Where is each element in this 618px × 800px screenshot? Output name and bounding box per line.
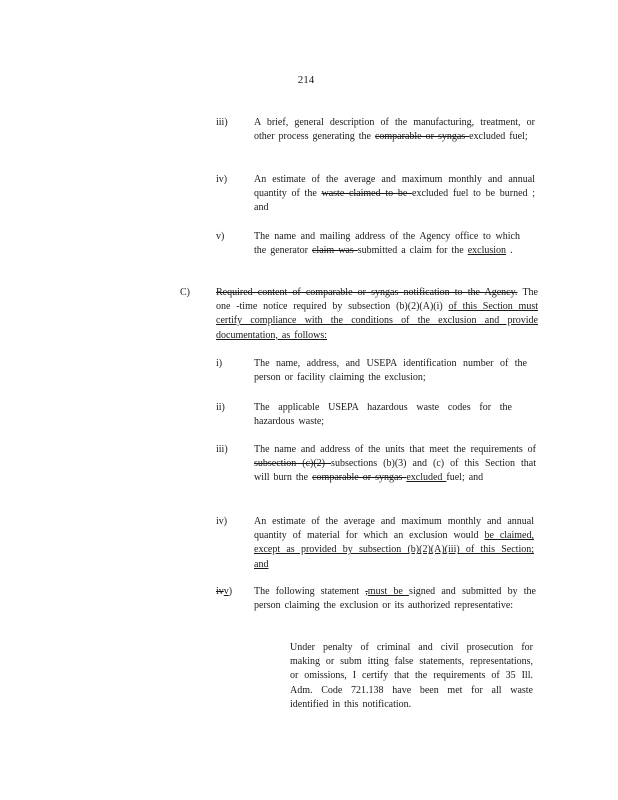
item-deleted-text: claim was <box>311 245 358 257</box>
list-item-label <box>216 585 232 599</box>
page-number: 214 <box>297 74 315 86</box>
item-inserted-text: of this Section must certify compliance with the conditions of the exclusion and provide documentation, as follows: <box>216 301 538 341</box>
item-text: subsections (b)(3) and (c) of this Section that will burn the <box>254 458 536 484</box>
list-item-label: iv) <box>216 516 228 527</box>
item-deleted-text: Required content of comparable or syngas notification to the Agency. <box>216 287 518 298</box>
item-text: A brief, general description of the manufacturing, treatment, or other process generating the <box>254 117 535 143</box>
item-inserted-text: exclusion <box>467 245 507 257</box>
item-inserted-text: excluded <box>406 472 447 484</box>
list-item <box>254 585 536 613</box>
item-deleted-text: comparable or syngas <box>374 131 470 143</box>
list-item-label: ii) <box>216 402 225 413</box>
certification-quote: Under penalty of criminal and civil prosecution for making or subm itting false statements, representations, or omissions, I certify that the requirements of 35 Ill. Adm. Code 721.138 have been met for all waste identified in this notification. <box>290 642 533 710</box>
item-inserted-text: be claimed, except as provided by subsection (b)(2)(A)(iii) of this Section; and <box>254 530 534 570</box>
list-item-label: iii) <box>216 444 228 455</box>
item-text: The name, address, and USEPA identification number of the person or facility claiming the exclusion; <box>254 358 527 384</box>
item-text: The applicable USEPA hazardous waste codes for the hazardous waste; <box>254 402 512 428</box>
item-deleted-text: waste claimed to be <box>321 188 412 200</box>
item-text: The one -time notice required by subsection (b)(2)(A)(i) <box>216 287 538 313</box>
item-text: signed and submitted by the person claiming the exclusion or its authorized representative: <box>254 586 536 612</box>
item-deleted-text: subsection (c)(2) <box>254 458 332 470</box>
item-text: An estimate of the average and maximum monthly and annual quantity of material for which an exclusion would <box>254 516 534 542</box>
list-item <box>254 230 520 258</box>
label-inserted-text: v <box>223 586 229 597</box>
list-item <box>254 173 535 216</box>
item-text: excluded fuel to be burned ; and <box>254 188 535 214</box>
list-item <box>254 401 512 429</box>
item-text: . <box>506 245 513 257</box>
list-item <box>254 357 527 385</box>
item-text: The name and mailing address of the Agency office to which the generator <box>254 231 520 257</box>
label-deleted-text: iv <box>216 586 224 597</box>
list-item-label: i) <box>216 358 223 369</box>
list-item-label: v) <box>216 231 225 242</box>
list-item <box>254 116 535 144</box>
label-text: ) <box>228 586 233 597</box>
item-inserted-text: must be <box>367 586 410 597</box>
section-label: C) <box>180 287 190 298</box>
item-text: An estimate of the average and maximum monthly and annual quantity of the <box>254 174 535 200</box>
list-item <box>254 443 536 486</box>
section-paragraph <box>216 286 538 343</box>
list-item <box>254 515 534 572</box>
item-deleted-text: comparable or syngas <box>312 472 407 484</box>
item-text: The following statement <box>254 586 366 597</box>
list-item-label: iii) <box>216 117 228 128</box>
item-text: excluded fuel; <box>469 131 528 143</box>
item-text: fuel; and <box>446 472 484 484</box>
item-deleted-text: , <box>365 586 368 597</box>
item-text: The name and address of the units that meet the requirements of <box>254 444 536 455</box>
list-item-label: iv) <box>216 174 228 185</box>
item-text: submitted a claim for the <box>357 245 468 257</box>
